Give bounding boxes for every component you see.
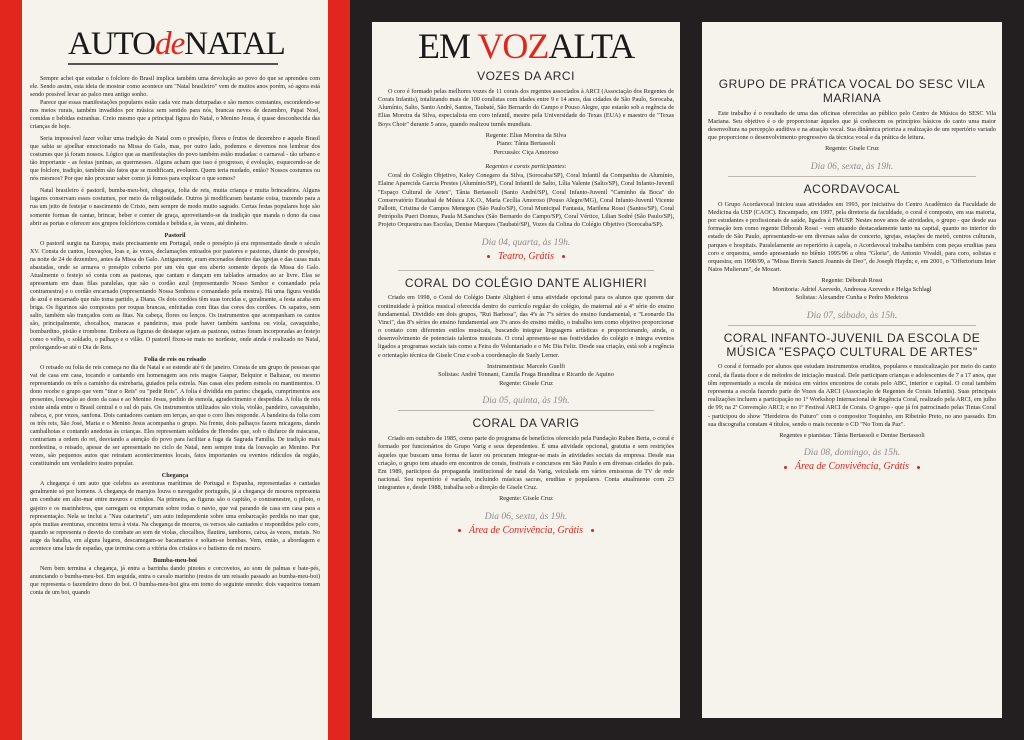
block-credits xyxy=(378,132,674,158)
bullet-icon xyxy=(591,529,594,532)
black-border-fold xyxy=(680,0,702,740)
credit-line: Regente: Déborah Rossi xyxy=(821,277,883,285)
section-bumba-meu-boi xyxy=(30,557,320,597)
section-text: Nem bem termina a chegança, já entra a barrinha dando pinotes e corcoveios, ao som de palmas e bate-pés, anunciando o bumba-meu-boi. Em seguida, entra o cavalo marinho (restos de um reisado passado ao bumba-meu-boi) que representa o fazendeiro dono do boi. O bumba-meu-boi gira em torno do seguinte enredo: dois vaqueiros tomam conta de um boi, quando xyxy=(30,565,320,596)
logo-part-1: EM xyxy=(418,26,470,66)
credit-line: Regente: Elias Moreira da Silva xyxy=(485,131,567,139)
panel-em-voz-alta-left xyxy=(378,22,674,718)
block-grupo-pratica-vocal xyxy=(708,78,996,172)
credit-line: Piano: Tânia Bertassoli xyxy=(496,140,556,148)
panel-em-voz-alta-right xyxy=(708,22,996,718)
bullet-icon xyxy=(562,255,565,258)
venue-label: Área de Convivência, Grátis xyxy=(794,461,910,473)
panel-auto-de-natal xyxy=(30,20,320,732)
section-pastoril xyxy=(30,232,320,352)
section-heading: Bumba-meu-boi xyxy=(153,556,197,564)
logo-part-3: NATAL xyxy=(184,26,285,62)
section-text: O reisado ou folia de reis começa no dia de Natal e se estende até 6 de janeiro. Consta de um grupo de pessoas que vai de casa em casa, tocando e cantando em homenagem aos reis magos Gaspar, Belquior e Baltazar, ou mesmo representando os três a caminho da estrebaria, guiados pela estrela. Nas casas eles pedem esmola ou mantimentos. O dono recebe o grupo que vem "tirar o Reis" ou "pedir Reis". A folia é dividida em partes: chegada, cumprimentos aos presentes, louvação ao dono da casa e ao Menino Jesus, pedido de esmola, agradecimento e despedida. A folia de reis existe ainda entre o Brasil central e o sul do país. Os instrumentos utilizados são viola, violão, pandeiro, cavaquinho, rabeca, e, por vezes, sanfona. Dois cantadores cantam em terças, ao que o coro lhes responde. A bandeira da folia com os três reis, São José, Maria e o Menino Jesus acompanha o grupo. Na frente, dois palhaços fazem micagens, dando cambalhotas e contando anedotas às crianças. Eles representam soldados de Herodes que, sob o disfarce de máscaras, contrariam a ordem do rei, desviando a atenção do povo para facilitar a fuga da Sagrada Família. De tradição mais nordestina, o reisado, apesar de ser apresentado no ciclo de Natal, nem sempre trata da louvação ao Menino. Por vezes, são pequenos autos que retratam acontecimentos locais, fatos importantes ou eventos ridículos da região, constituindo um verdadeiro teatro popular. xyxy=(30,365,320,468)
black-border-middle xyxy=(350,0,372,740)
credit-line: Regente: Gisele Cruz xyxy=(499,379,553,387)
section-heading: Chegança xyxy=(161,472,189,480)
logo-em-voz-alta xyxy=(418,28,674,64)
logo-part-1: AUTO xyxy=(68,26,156,62)
logo-auto-de-natal xyxy=(68,28,320,61)
block-text: Este trabalho é o resultado de uma das oficinas oferecidas ao público pelo Centro de Música do SESC Vila Mariana. Seu objetivo é o de proporcionar àqueles que já conhecem os princípios básicos do canto uma maior desenvoltura na percepção auditiva e na atuação vocal. Sua dinâmica prioriza a realização de um repertório variado que proporcione o desenvolvimento progressivo da técnica vocal e da prática de leitura. xyxy=(708,109,996,142)
divider xyxy=(398,410,654,411)
black-border-right xyxy=(1002,0,1024,740)
intro-text xyxy=(30,75,320,228)
event-date: Dia 04, quarta, às 19h. xyxy=(481,237,571,248)
venue-label: Teatro, Grátis xyxy=(498,250,554,262)
venue-label: Área de Convivência, Grátis xyxy=(468,524,584,536)
bullet-icon xyxy=(784,466,787,469)
block-text: Criado em 1998, o Coral do Colégio Dante Alighieri é uma atividade opcional para os alunos que querem dar continuidade à prática musical oferecida dentro do currículo regular do colégio, do maternal até a 4ª série do ensino fundamental. Dividido em dois grupos, "Rui Barbosa", das 4ªs às 7ªs séries do ensino fundamental, e "Leonardo Da Vinci", das 8ªs séries do ensino fundamental aos 3ºs anos do ensino médio, o trabalho tem como objetivo proporcionar o contato com diferentes estilos musicais, buscando integrar linguagens artísticas e proporcionando, ainda, o desenvolvimento de potenciais talentos musicais. O coral apresenta-se nas festividades do colégio e integra eventos ligados a programas sociais tais como a Feira do Voluntariado e o Mc Dia Feliz. Desde sua criação, está sob a regência e orientação técnica de Gisele Cruz e sob a coordenação de Suely Lerner. xyxy=(378,294,674,359)
divider xyxy=(728,176,976,177)
intro-paragraph: Natal brasileiro é pastoril, bumba-meu-boi, chegança, folia de reis, muita criança e muita brincadeira. Alguns lugares conservam esses costumes, por meio da religiosidade. Outros já modificaram bastante coisa, trazendo para a rua um jeito de festejar o nascimento de Cristo, nem sempre de modo muito sagrado. Certas festas populares hoje são somente formas de cantar, brincar, beber e comer de graça, aproveitando-se da tradição que manda o dono da casa abrir as portas e oferecer aos grupos folclóricos comida e bebida e, às vezes, até dinheiro. xyxy=(30,188,320,227)
block-credits xyxy=(378,363,674,389)
participants-text: Coral do Colégio Objetivo, Keley Conegero da Silva, (Sorocaba/SP), Coral Infantil da Companhia de Alumínio, Elaine Aparecida Garcia Prestes (Alumínio/SP), Coral Infantil de Salto, Lília Valente (Salto/SP), Coral Infanto-Juvenil "Espaço Cultural de Artes", Tânia Bertassoli (Santo André/SP), Coral Infanto-Juvenil "Caminho da Boca" do Conservatório Estadual de Música J.K.O., Maria Cecília Amoroso (Pouso Alegre/MG), Coral Infanto-Juvenil Vicente Pallotti, Cristina de Campos Menegon (São Paulo/SP), Coral Municipal Fantasia, Marilena Rossi (Santos/SP), Coral Petrópolis Pueri Domus, Paula M.Sanches (São Bernardo do Campo/SP), Coral Vértice, Lilian Sodré (São Paulo/SP), Projeto Orquestra nas Escolas, Denise Marques (Taubaté/SP), Vozes da Colina do Colégio Objetivo (Sorocaba/SP). xyxy=(378,172,674,229)
credit-line: Instrumentista: Marcelo Guelfi xyxy=(487,362,565,370)
event-date: Dia 08, domingo, às 15h. xyxy=(803,448,901,459)
participants-heading: Regentes e corais participantes: xyxy=(485,163,567,171)
block-acordavocal xyxy=(708,183,996,321)
section-text: A chegança é um auto que celebra as aventuras marítimas de Portugal e Espanha, representadas e cantadas geralmente só por homens. A chegança de marujos louva o navegador português, já a chegança de mouros representa um combate em alto-mar entre mouros e cristãos. Na primeira, as figuras são o capitão, o contramestre, o piloto, o gajeiro e os marinheiros, que carregam ou empurram sobre rodas o navio, que vai parando de casa em casa para a representação. Nela se inclui a "Nau catarineta", um auto independente sobre uma embarcação perdida no mar que, após muitas aventuras, encontra terra à vista. Na chegança de mouros, os versos são cantados e respondidos pelo coro, quando se representa o desvio do combate ao som de violas, chocalhos, flautins, tambores, caixa, às vezes, metais. No auge da batalha, em alguns lugares, descamegam-se bacamartes e soltam-se bombas. Vem, então, a abordagem e acontece uma luta de espadas, que termina com a vitória dos cristãos e o batismo de rei mouro. xyxy=(30,481,320,552)
block-credits xyxy=(708,432,996,441)
divider xyxy=(398,270,654,271)
credit-line: Monitoria: Adriel Azevedo, Andressa Azevedo e Helga Schlagl xyxy=(772,285,932,293)
block-title: ACORDAVOCAL xyxy=(803,181,901,196)
block-title: VOZES DA ARCI xyxy=(477,69,575,83)
credit-line: Percussão: Ciça Amoroso xyxy=(493,148,559,156)
logo-underline xyxy=(68,63,278,65)
block-text: O coro é formado pelas melhores vozes de 11 corais dos regentes associados à ARCI (Associação dos Regentes de Corais Infantis), totalizando mais de 100 coralistas com idades entre 9 e 14 anos, das cidades de São Paulo, Sorocaba, Alumínio, Salto, Santo André, Santos, Taubaté, São Bernardo do Campo e Pouso Alegre, que estarão sob a regência de Elias Moreira da Silva, especialista em coro infantil, mestre pela Universidade do Texas (EUA) e maestro de "Texas Boys Choir" durante 5 anos, quando realizou turnês mundiais. xyxy=(378,87,674,128)
bullet-icon xyxy=(487,255,490,258)
section-cheganca xyxy=(30,472,320,552)
credit-line: Regente: Gisele Cruz xyxy=(825,145,879,153)
section-folia-de-reis xyxy=(30,356,320,468)
block-title: GRUPO DE PRÁTICA VOCAL DO SESC VILA MARIANA xyxy=(718,77,986,105)
event-venue xyxy=(378,251,674,262)
event-date: Dia 07, sábado, às 15h. xyxy=(806,310,898,321)
credit-line: Solistas: Alexandre Cunha e Pedro Medeiros xyxy=(795,294,909,302)
block-vozes-da-arci xyxy=(378,70,674,262)
section-heading: Folia de reis ou reisado xyxy=(143,356,207,363)
red-border-middle xyxy=(328,0,350,740)
event-venue xyxy=(378,525,674,536)
logo-part-2: VOZ xyxy=(477,26,549,66)
credit-line: Regente: Gisele Cruz xyxy=(499,495,553,503)
credit-line: Regentes e pianistas: Tânia Bertassoli e Denise Bertassoli xyxy=(779,431,925,439)
block-coral-espaco-cultural xyxy=(708,332,996,473)
event-date: Dia 06, sexta, às 19h. xyxy=(484,511,568,522)
bullet-icon xyxy=(917,466,920,469)
section-text: O pastoril surgiu na Europa, mais precisamente em Portugal, onde o presépio já era representado desde o século XV. Consta de cantos, louvações, loas e, às vezes, declamações entoados por pastores e pastoras, diante do presépio, na noite de 24 de dezembro, antes da Missa do Galo. Antigamente, eram encenados dentro das igrejas e das casas mais abastadas, onde se armava o presépio coberto por um véu que era aberto somente depois da Missa do Galo. Atualmente o festejo só conta com as pastoras, que cantam e dançam em tablados armados ao ar livre. Elas se apresentam em duas filas paralelas, que são o cordão azul (representando Nosso Senhor e comandado pela contramestra) e o cordão encarnado (representando Nossa Senhora e comandado pela mestra). Há uma figura vestida de azul e encarnado que não toma partido, a Diana. Os dois cordões têm suas torcidas e, geralmente, a festa acaba em briga. Os figurinos são compostos por roupas brancas, enfeitadas com fitas das cores dos cordões. Os sapatos, sem salto, também são trançados com as fitas. Na cabeça, flores ou lenços. Os instrumentos que acompanham os cantos são, principalmente, chocalhos, maracas e pandeiros, mas pode haver também sanfona ou viola, cavaquinho, bombardino, pistão e trombone. Embora as figuras de destaque sejam as pastoras, outras foram incorporadas ao festejo como o velho, o soldado, o palhaço e o vilão. O pastoril fixou-se mais no nordeste, onde ainda é realizado no Natal, prolongando-se até o Dia de Reis. xyxy=(30,240,320,351)
event-date: Dia 05, quinta, às 19h. xyxy=(482,396,570,407)
red-border-left xyxy=(0,0,22,740)
section-heading: Pastoril xyxy=(164,231,186,239)
block-text: O coral é formado por alunos que estudam instrumentos eruditos, populares e musicalização por meio do canto coral, da flauta doce e de métodos de iniciação musical. Dele participam crianças e adolescentes de 7 a 17 anos, que têm representado a escola de música em vários encontros de corais pelo ABC, interior e capital. O coral também representa a escola fazendo parte do Vozes da ARCI (Associação de Regentes de Corais Infantis). Suas principais realizações incluem a participação no 1º Workshop Internacional de Regência Coral, realizado pela ARCI, em julho de 99; na 2ª Convenção ARCI; e no 1º Festival ARCI de Corais. O grupo - que já foi patrocinado pelas Tintas Coral - participou do show "Herdeiros do Futuro" com o compositor Toquinho, em Ribeirão Preto, no ano passado. Em sua discografia constam 4 títulos, sendo o mais recente o CD "No Tom da Paz". xyxy=(708,363,996,428)
block-title: CORAL DA VARIG xyxy=(472,416,580,431)
intro-paragraph: Parece que essas manifestações populares estão cada vez mais deturpadas e são menos constantes, escondendo-se nos meios rurais, também invadidos por música sem sentido para nós, brancas neves de dezembro, Papai Noel, comidas e bebidas estranhas. Creio mesmo que a principal figura do Natal, o Menino Jesus, é quase desconhecida das crianças de hoje. xyxy=(30,100,320,131)
intro-paragraph: Sempre achei que estudar o folclore do Brasil implica também uma devolução ao povo do que se aprendeu com ele. Sendo assim, esta ideia de mostrar como acontece um "Natal brasileiro" vem de muitos anos porém, só agora está sendo possível levar ao palco meu antigo sonho. xyxy=(30,76,320,99)
credit-line: Solistas: André Tonnani, Camila Fraga Brandina e Ricardo de Aquino xyxy=(438,371,614,379)
block-title: CORAL DO COLÉGIO DANTE ALIGHIERI xyxy=(404,275,648,290)
logo-part-2: de xyxy=(155,26,185,62)
block-credits xyxy=(378,495,674,504)
block-title: CORAL INFANTO-JUVENIL DA ESCOLA DE MÚSICA "ESPAÇO CULTURAL DE ARTES" xyxy=(723,330,981,359)
block-credits xyxy=(708,145,996,154)
block-text: O Grupo Acordavocal iniciou suas atividades em 1993, por iniciativa do Centro Acadêmico da Faculdade de Medicina da USP (CAOC). Encampado, em 1997, pela diretoria da faculdade, o coral é composto, em sua maioria, por estudantes e profissionais de saúde, ligados à FMUSP. Nestes nove anos de atividades, o grupo - que desde sua formação tem como regente Déborah Rossi - vem atuando destacadamente tanto na capital, quanto no interior do estado de São Paulo, apresentando-se em diversas salas de concerto, igrejas, estações de metrô, centros culturais, parques e hospitais. Paralelamente ao repertório à capela, o Acordavocal trabalha também com peças eruditas para coro e orquestra, sendo apresentado no biênio 1995/96 a obra "Gloria", de Antonio Vivaldi, para coro, solistas e orquestra; em 1998/99, a "Missa Brevis Sancti Joannis de Deo", de Joseph Haydn; e, em 2001, o "Offertorium Inter Natos Mulierum", de Mozart. xyxy=(708,200,996,274)
block-credits xyxy=(708,277,996,303)
block-text: Criado em outubro de 1985, como parte do programa de benefícios oferecido pela Fundação Ruben Berta, o coral é formado por funcionários do Grupo Varig e seus dependentes. É uma atividade opcional, gratuita e sem restrições àqueles que buscam uma forma de lazer ou procuram integrar-se mais às atividades sociais da empresa. Desde sua criação, o grupo tem atuado em encontros de corais, festivais e concursos em São Paulo e em diversas cidades do país. Em 1989, participou da propaganda institucional de natal da Varig, veiculada em vários emissoras de TV de rede nacional. Seu repertório é variado, incluindo músicas sacras, eruditas e populares. Conta atualmente com 23 integrantes e, desde 1988, trabalha sob a direção de Gisele Cruz. xyxy=(378,435,674,492)
logo-part-3: ALTA xyxy=(548,26,635,66)
intro-paragraph: Seria impossível fazer voltar uma tradição de Natal com o presépio, flores e frutos de dezembro e aquele Brasil que sabia se ajoelhar emocionado na Missa do Galo, mas, por outro lado, podemos e devemos nos lembrar dos costumes que já foram nossos. Lógico que as manifestações do povo também estão mudadas: o carnaval - tão urbano e tão importante - as festas juninas, as quermesses. Alguns acham que isso é progresso, é evolução, esquecendo-se de que folclore, tradição, também são fatos que se modificam, evoluem. Quem teria mudado, então? Nossos costumes ou nós mesmos? Por que não procurar saber como já fomos para explicar o que somos? xyxy=(30,136,320,183)
block-coral-da-varig xyxy=(378,417,674,536)
divider xyxy=(728,325,976,326)
event-venue xyxy=(708,461,996,472)
bullet-icon xyxy=(458,529,461,532)
block-coral-dante-alighieri xyxy=(378,277,674,407)
event-date: Dia 06, sexta, às 19h. xyxy=(810,161,894,172)
